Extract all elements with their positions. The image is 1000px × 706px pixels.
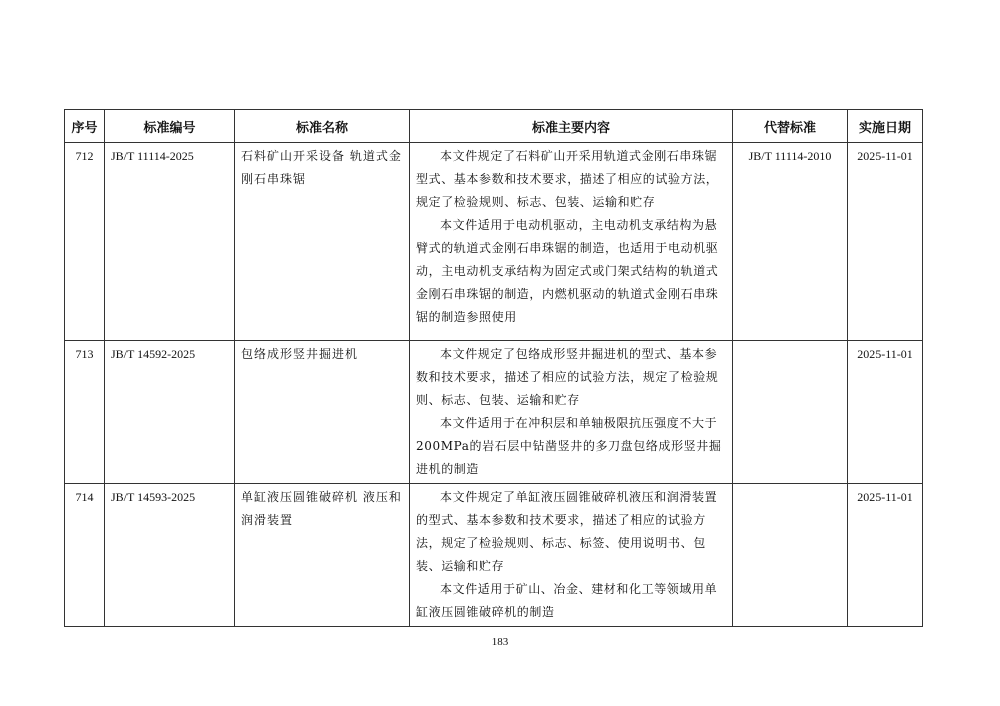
row-date: 2025-11-01 xyxy=(848,484,923,627)
row-date: 2025-11-01 xyxy=(848,143,923,341)
header-content: 标准主要内容 xyxy=(410,110,733,143)
table-header-row xyxy=(65,110,923,143)
content-paragraph: 本文件规定了单缸液压圆锥破碎机液压和润滑装置的型式、基本参数和技术要求，描述了相应的试验方法，规定了检验规则、标志、标签、使用说明书、包装、运输和贮存 xyxy=(416,490,718,573)
row-num: 712 xyxy=(65,143,105,341)
table-row xyxy=(65,341,923,484)
row-name: 单缸液压圆锥破碎机 液压和润滑装置 xyxy=(235,484,410,627)
row-replaces xyxy=(733,484,848,627)
row-replaces xyxy=(733,341,848,484)
row-content xyxy=(410,143,733,341)
row-replaces: JB/T 11114-2010 xyxy=(733,143,848,341)
row-num: 714 xyxy=(65,484,105,627)
row-code: JB/T 14592-2025 xyxy=(105,341,235,484)
header-code: 标准编号 xyxy=(105,110,235,143)
row-content xyxy=(410,484,733,627)
content-paragraph: 本文件规定了石料矿山开采用轨道式金刚石串珠锯型式、基本参数和技术要求，描述了相应的试验方法，规定了检验规则、标志、包装、运输和贮存 xyxy=(416,149,719,209)
header-date: 实施日期 xyxy=(848,110,923,143)
content-paragraph: 本文件适用于在冲积层和单轴极限抗压强度不大于200MPa的岩石层中钻凿竖井的多刀盘包络成形竖井掘进机的制造 xyxy=(416,416,722,476)
row-name: 石料矿山开采设备 轨道式金刚石串珠锯 xyxy=(235,143,410,341)
row-date: 2025-11-01 xyxy=(848,341,923,484)
table-row xyxy=(65,484,923,627)
content-paragraph: 本文件规定了包络成形竖井掘进机的型式、基本参数和技术要求，描述了相应的试验方法，规定了检验规则、标志、包装、运输和贮存 xyxy=(416,347,719,407)
header-num: 序号 xyxy=(65,110,105,143)
page-number: 183 xyxy=(491,636,509,648)
row-code: JB/T 14593-2025 xyxy=(105,484,235,627)
standards-table xyxy=(64,109,923,627)
header-name: 标准名称 xyxy=(235,110,410,143)
header-replaces: 代替标准 xyxy=(733,110,848,143)
row-content xyxy=(410,341,733,484)
content-paragraph: 本文件适用于矿山、冶金、建材和化工等领域用单缸液压圆锥破碎机的制造 xyxy=(416,582,718,619)
row-code: JB/T 11114-2025 xyxy=(105,143,235,341)
table-row xyxy=(65,143,923,341)
row-num: 713 xyxy=(65,341,105,484)
row-name: 包络成形竖井掘进机 xyxy=(235,341,410,484)
content-paragraph: 本文件适用于电动机驱动，主电动机支承结构为悬臂式的轨道式金刚石串珠锯的制造，也适用于电动机驱动，主电动机支承结构为固定式或门架式结构的轨道式金刚石串珠锯的制造，内燃机驱动的轨道式金刚石串珠锯的制造参照使用 xyxy=(416,218,719,324)
